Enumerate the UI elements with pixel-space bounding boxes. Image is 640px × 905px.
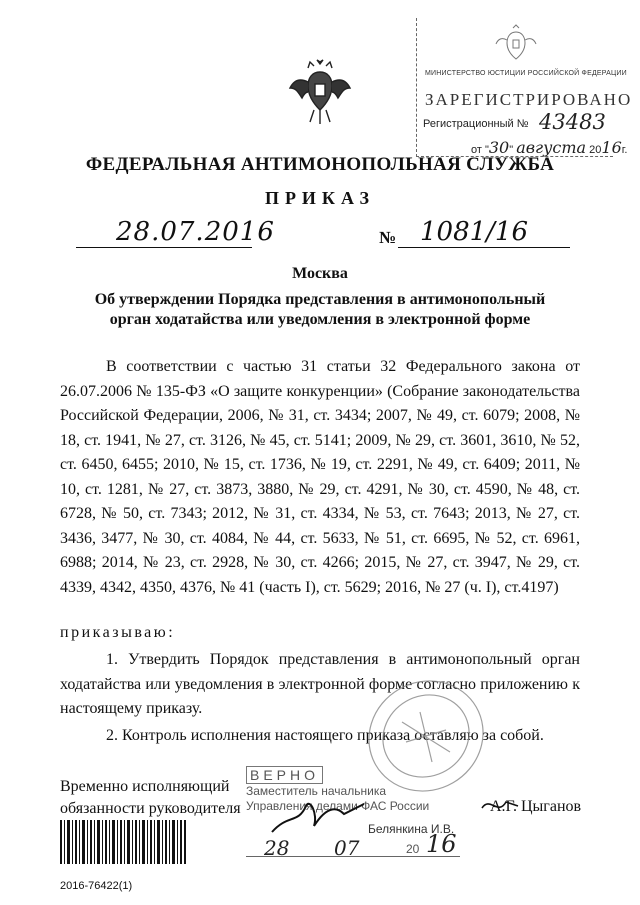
verification-month: 07 xyxy=(334,836,360,860)
registration-number: 43483 xyxy=(539,110,606,134)
preamble-text: В соответствии с частью 31 статьи 32 Федерального закона от 26.07.2006 № 135-ФЗ «О защите конкуренции» (Собрание законодательства Российской Федерации, 2006, № 31, ст. 3434; 2007, № 49, ст. 6079; 2008, № 18, ст. 1941, № 27, ст. 3126, № 45, ст. 5141; 2009, № 29, ст. 3601, 3610, № 52, ст. 6450, 6455; 2010, № 15, ст. 1736, № 19, ст. 2291, № 49, ст. 6409; 2011, № 10, ст. 1281, № 27, ст. 3873, 3880, № 29, ст. 4291, № 30, ст. 4590, № 48, ст. 6728, № 50, ст. 7343; 2012, № 31, ст. 4334, № 53, ст. 7643; 2013, № 27, ст. 3436, 3477, № 30, ст. 4084, № 44, ст. 5633, № 51, ст. 6695, № 52, ст. 6961, 6988; 2014, № 23, ст. 2928, № 30, ст. 4266; 2015, № 27, ст. 3947, № 29, ст. 4339, 4342, 4350, 4376, № 41 (часть I), ст. 5629; 2016, № 27 (ч. I), ст.4197) xyxy=(60,358,580,596)
verification-year: 16 xyxy=(426,830,457,858)
order-date-field xyxy=(76,217,275,248)
order-number-field xyxy=(398,217,570,248)
verification-date-line xyxy=(246,856,460,857)
barcode-icon xyxy=(60,820,186,864)
signature-title xyxy=(60,776,241,820)
registration-stamp xyxy=(416,18,633,157)
order-number: 1081/16 xyxy=(420,217,529,247)
ministry-name: МИНИСТЕРСТВО ЮСТИЦИИ РОССИЙСКОЙ ФЕДЕРАЦИИ xyxy=(425,70,627,77)
registration-number-label: Регистрационный № xyxy=(423,118,529,130)
order-item-2-text: 2. Контроль исполнения настоящего приказа оставляю за собой. xyxy=(106,727,544,744)
date-year-prefix: 20 xyxy=(589,144,602,156)
document-code: 2016-76422(1) xyxy=(60,880,133,892)
registered-label: ЗАРЕГИСТРИРОВАНО xyxy=(425,90,633,109)
date-day: 30 xyxy=(488,138,510,157)
order-item-2 xyxy=(60,724,580,749)
verifier-name: Белянкина И.В. xyxy=(368,822,455,836)
order-item-1 xyxy=(60,648,580,722)
agency-name: ФЕДЕРАЛЬНАЯ АНТИМОНОПОЛЬНАЯ СЛУЖБА xyxy=(85,154,555,175)
date-prefix: от " xyxy=(471,144,489,156)
date-suffix: г. xyxy=(621,144,628,156)
city: Москва xyxy=(292,265,348,282)
order-item-1-text: 1. Утвердить Порядок представления в антимонопольный орган ходатайства или уведомления в электронной форме согласно приложению к настоящему приказу. xyxy=(60,651,580,717)
verification-day: 28 xyxy=(264,836,290,860)
verno-label: ВЕРНО xyxy=(246,766,323,784)
verifier-position-line-2: Управления делами ФАС России xyxy=(246,799,430,813)
signer-name: А.Г. Цыганов xyxy=(490,798,582,815)
date-year: 16 xyxy=(601,138,622,157)
decree-word: приказываю: xyxy=(60,624,176,641)
date-month: августа xyxy=(516,138,587,157)
stamp-emblem-icon xyxy=(495,24,537,64)
order-date: 28.07.2016 xyxy=(116,217,275,247)
handwritten-signature-icon xyxy=(268,784,368,844)
verification-year-prefix: 20 xyxy=(406,842,420,856)
order-subject: Об утверждении Порядка представления в антимонопольный орган ходатайства или уведомления в электронной форме xyxy=(94,291,546,328)
order-title: ПРИКАЗ xyxy=(264,188,376,208)
date-quote: " xyxy=(509,144,514,156)
preamble-paragraph xyxy=(60,355,580,600)
signature-title-line-2: обязанности руководителя xyxy=(60,800,241,817)
verifier-position-line-1: Заместитель начальника xyxy=(246,784,387,798)
state-emblem-icon xyxy=(288,58,352,126)
signature-title-line-1: Временно исполняющий xyxy=(60,778,230,795)
order-number-sign: № xyxy=(379,228,397,247)
